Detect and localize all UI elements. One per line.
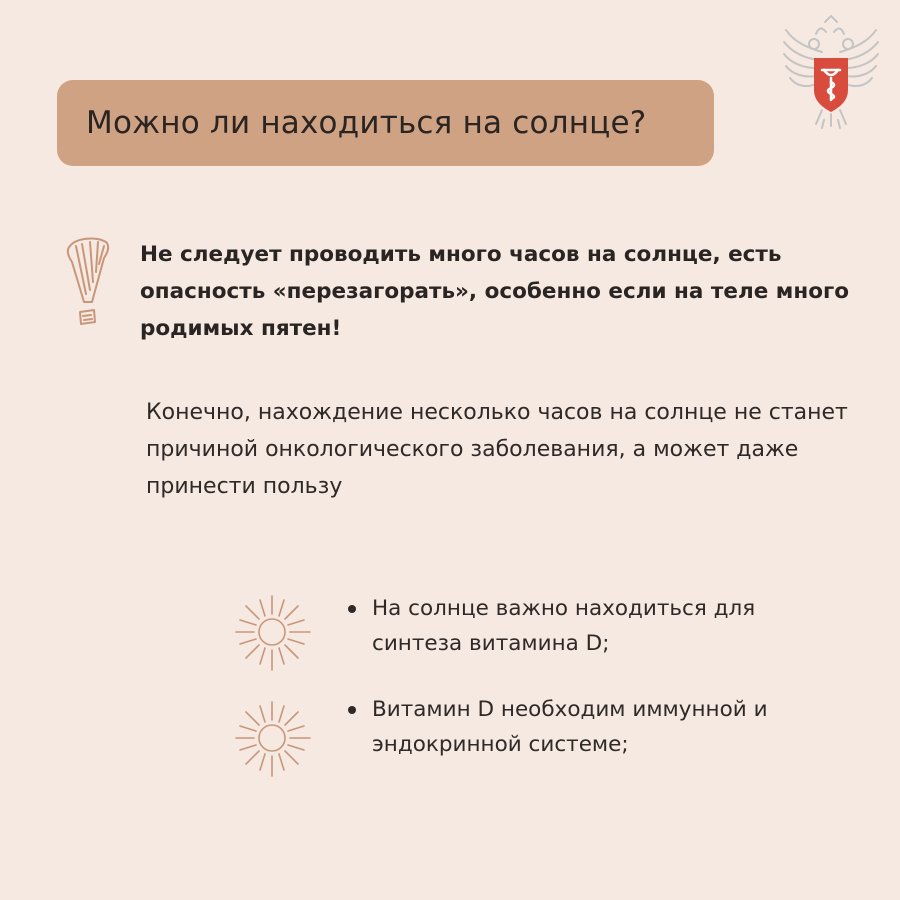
list-item-text: На солнце важно находиться для синтеза витамина D; xyxy=(372,596,756,656)
list-item xyxy=(348,591,808,661)
sun-icon xyxy=(230,590,314,674)
warning-text: Не следует проводить много часов на солнце, есть опасность «перезагорать», особенно если на теле много родимых пятен! xyxy=(140,242,849,341)
title-banner xyxy=(57,80,714,166)
bullet-dot xyxy=(348,605,356,613)
sun-icon xyxy=(230,696,314,780)
bullet-dot xyxy=(348,706,356,714)
list-item-text: Витамин D необходим иммунной и эндокринной системе; xyxy=(372,697,768,757)
list-item xyxy=(348,692,808,762)
page-title: Можно ли находиться на солнце? xyxy=(86,105,647,141)
info-text: Конечно, нахождение несколько часов на солнце не станет причиной онкологического заболевания, а может даже принести пользу xyxy=(146,400,848,499)
ministry-emblem-icon xyxy=(778,12,884,130)
exclamation-mark-icon xyxy=(62,236,114,334)
